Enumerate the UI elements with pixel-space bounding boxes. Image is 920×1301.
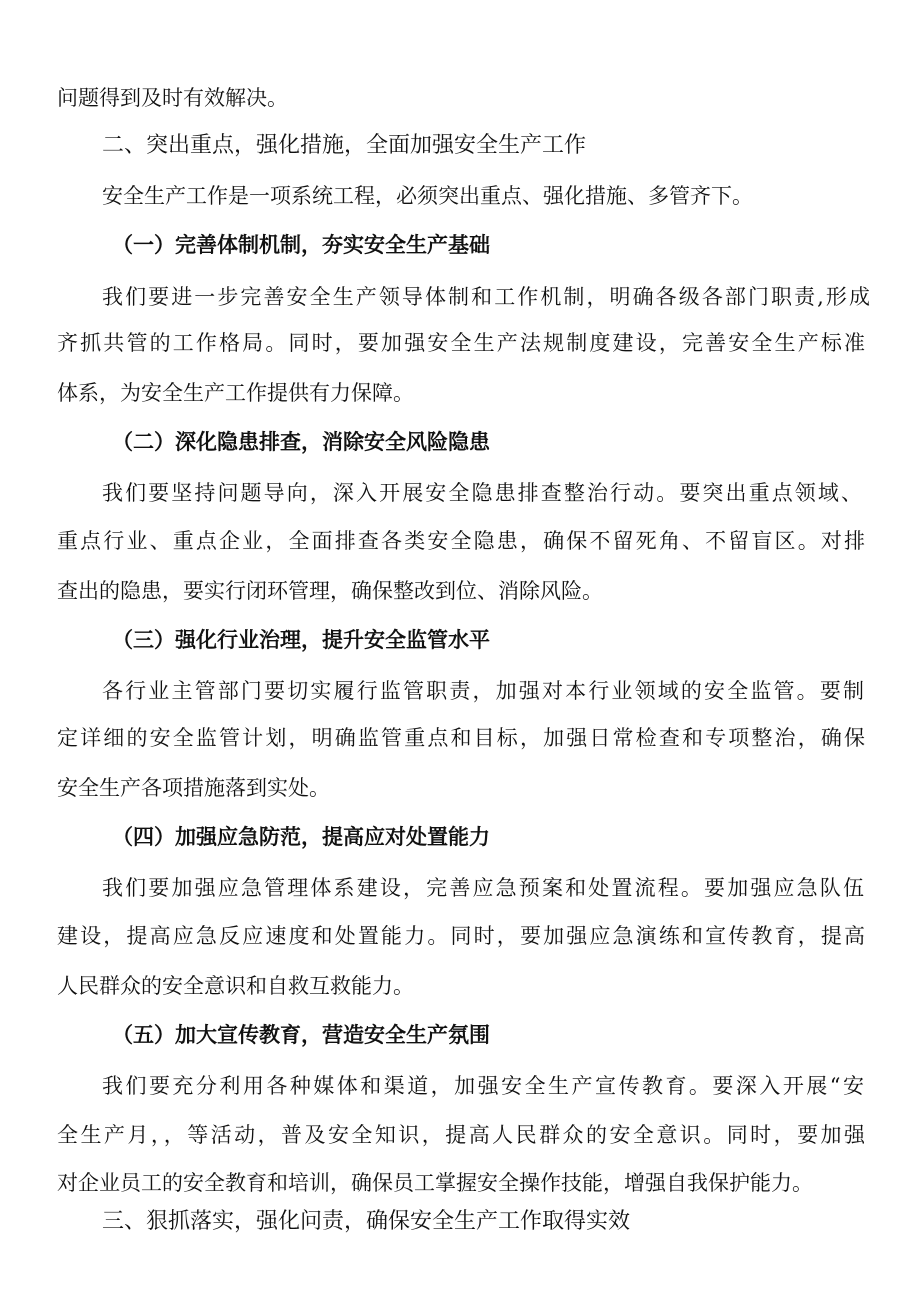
paragraph-line: 我们要进一步完善安全生产领导体制和工作机制，明确各级各部门职责,形成 (102, 285, 870, 309)
paragraph-line: 我们要加强应急管理体系建设，完善应急预案和处置流程。要加强应急队伍 (102, 876, 864, 900)
subsection-heading-1: （一）完善体制机制，夯实安全生产基础 (112, 232, 490, 257)
section-heading-2: 二、突出重点，强化措施，全面加强安全生产工作 (102, 133, 587, 158)
paragraph-line: 定详细的安全监管计划，明确监管重点和目标，加强日常检查和专项整治，确保 (57, 726, 865, 750)
subsection-heading-5: （五）加大宣传教育，营造安全生产氛围 (112, 1022, 490, 1047)
paragraph-line: 我们要坚持问题导向，深入开展安全隐患排查整治行动。要突出重点领域、 (102, 481, 862, 505)
paragraph-line: 我们要充分利用各种媒体和渠道，加强安全生产宣传教育。要深入开展“安 (102, 1074, 864, 1098)
paragraph-line: 问题得到及时有效解决。 (57, 86, 288, 110)
paragraph-line: 体系，为安全生产工作提供有力保障。 (57, 381, 414, 405)
paragraph-line: 建设，提高应急反应速度和处置能力。同时，要加强应急演练和宣传教育，提高 (57, 924, 865, 948)
paragraph-line: 安全生产各项措施落到实处。 (57, 776, 330, 800)
subsection-heading-3: （三）强化行业治理，提升安全监管水平 (112, 627, 490, 652)
paragraph-line: 安全生产工作是一项系统工程，必须突出重点、强化措施、多管齐下。 (102, 184, 753, 208)
subsection-heading-4: （四）加强应急防范，提高应对处置能力 (112, 824, 490, 849)
paragraph-line: 对企业员工的安全教育和培训，确保员工掌握安全操作技能，增强自我保护能力。 (57, 1171, 813, 1195)
paragraph-line: 人民群众的安全意识和自救互救能力。 (57, 974, 414, 998)
paragraph-line: 各行业主管部门要切实履行监管职责，加强对本行业领域的安全监管。要制 (102, 679, 864, 703)
paragraph-line: 重点行业、重点企业，全面排查各类安全隐患，确保不留死角、不留盲区。对排 (57, 529, 865, 553)
paragraph-line: 全生产月，，等活动，普及安全知识，提高人民群众的安全意识。同时，要加强 (57, 1123, 865, 1147)
paragraph-line: 查出的隐患，要实行闭环管理，确保整改到位、消除风险。 (57, 579, 603, 603)
paragraph-line: 齐抓共管的工作格局。同时，要加强安全生产法规制度建设，完善安全生产标准 (57, 331, 865, 355)
section-heading-3: 三、狠抓落实，强化问责，确保安全生产工作取得实效 (102, 1209, 631, 1234)
subsection-heading-2: （二）深化隐患排查，消除安全风险隐患 (112, 429, 490, 454)
